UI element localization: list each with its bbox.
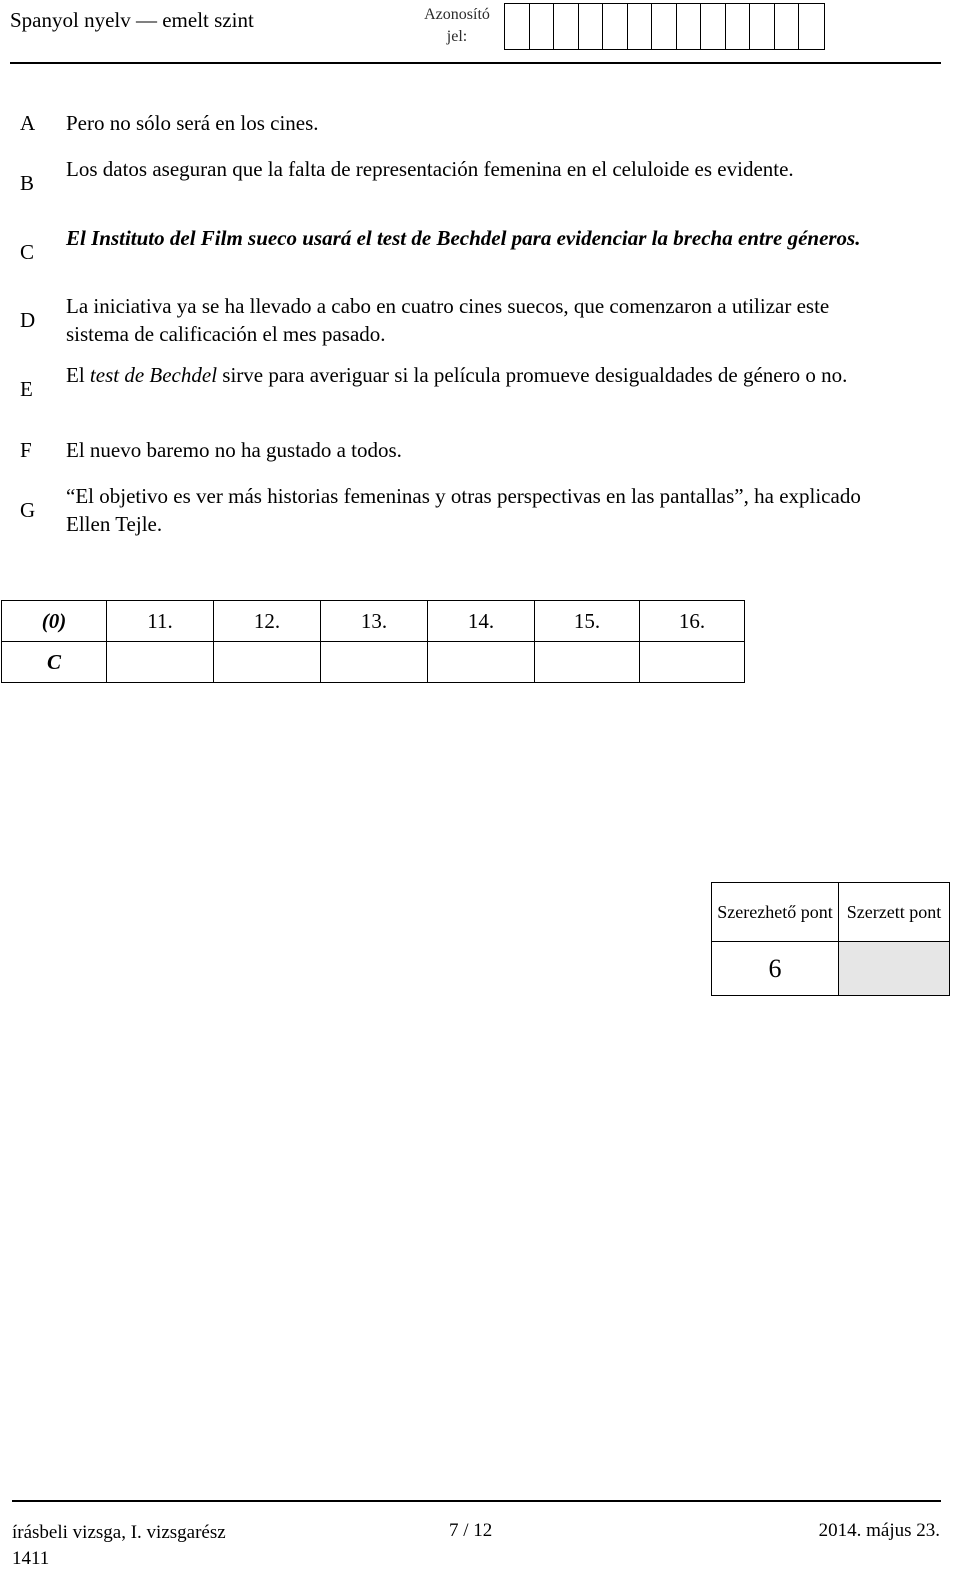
answer-header-cell: 14. xyxy=(428,601,535,642)
max-points-label: Szerezhető pont xyxy=(712,883,839,942)
id-code-box[interactable] xyxy=(750,4,775,49)
id-code-box[interactable] xyxy=(652,4,677,49)
id-code-box[interactable] xyxy=(530,4,555,49)
option-letter: A xyxy=(20,111,36,135)
answer-table-header-row xyxy=(2,601,745,642)
answer-input-cell[interactable] xyxy=(107,642,214,683)
answer-input-cell[interactable] xyxy=(428,642,535,683)
footer-exam-info: írásbeli vizsga, I. vizsgarész 1411 xyxy=(12,1522,226,1569)
answer-input-cell[interactable] xyxy=(640,642,745,683)
id-code-box[interactable] xyxy=(505,4,530,49)
earned-points-value xyxy=(839,942,950,996)
id-code-box[interactable] xyxy=(726,4,751,49)
answer-table xyxy=(1,600,745,683)
answer-example-cell: C xyxy=(2,642,107,683)
header-divider xyxy=(10,62,941,64)
option-text: El test de Bechdel sirve para averiguar si la película promueve desigualdades de género o no. xyxy=(66,363,848,387)
option-letter: D xyxy=(20,308,36,332)
option-letter: C xyxy=(20,240,35,264)
id-code-boxes xyxy=(504,3,825,50)
id-code-box[interactable] xyxy=(579,4,604,49)
answer-header-cell: 11. xyxy=(107,601,214,642)
id-code-box[interactable] xyxy=(701,4,726,49)
answer-header-cell: 12. xyxy=(214,601,321,642)
footer-divider xyxy=(12,1500,941,1502)
exam-date: 2014. május 23. xyxy=(818,1520,940,1541)
option-letter: F xyxy=(20,438,32,462)
id-code-box[interactable] xyxy=(775,4,800,49)
answer-header-cell: 13. xyxy=(321,601,428,642)
earned-points-label: Szerzett pont xyxy=(839,883,950,942)
answer-table-answer-row xyxy=(2,642,745,683)
answer-input-cell[interactable] xyxy=(321,642,428,683)
id-code-box[interactable] xyxy=(628,4,653,49)
id-code-box[interactable] xyxy=(799,4,824,49)
answer-header-cell: 16. xyxy=(640,601,745,642)
score-table xyxy=(711,882,950,996)
answer-input-cell[interactable] xyxy=(214,642,321,683)
option-text: “El objetivo es ver más historias femeninas y otras perspectivas en las pantallas”, ha explicado Ellen Tejle. xyxy=(66,484,861,536)
page-header-title: Spanyol nyelv — emelt szint xyxy=(10,8,254,32)
option-text: Pero no sólo será en los cines. xyxy=(66,111,319,135)
answer-header-cell: 15. xyxy=(535,601,640,642)
page-number: 7 / 12 xyxy=(449,1520,493,1541)
answer-input-cell[interactable] xyxy=(535,642,640,683)
option-letter: E xyxy=(20,377,33,401)
answer-header-cell: (0) xyxy=(2,601,107,642)
max-points-value: 6 xyxy=(712,942,839,996)
id-code-box[interactable] xyxy=(677,4,702,49)
id-code-box[interactable] xyxy=(554,4,579,49)
option-letter: B xyxy=(20,171,35,195)
id-label: Azonosító jel: xyxy=(424,6,490,45)
option-text: La iniciativa ya se ha llevado a cabo en cuatro cines suecos, que comenzaron a utilizar este sistema de calificación el mes pasado. xyxy=(66,294,830,346)
option-text: El nuevo baremo no ha gustado a todos. xyxy=(66,438,402,462)
option-text: Los datos aseguran que la falta de representación femenina en el celuloide es evidente. xyxy=(66,157,794,181)
id-code-box[interactable] xyxy=(603,4,628,49)
option-text: El Instituto del Film sueco usará el test de Bechdel para evidenciar la brecha entre géneros. xyxy=(66,226,861,250)
option-letter: G xyxy=(20,498,36,522)
